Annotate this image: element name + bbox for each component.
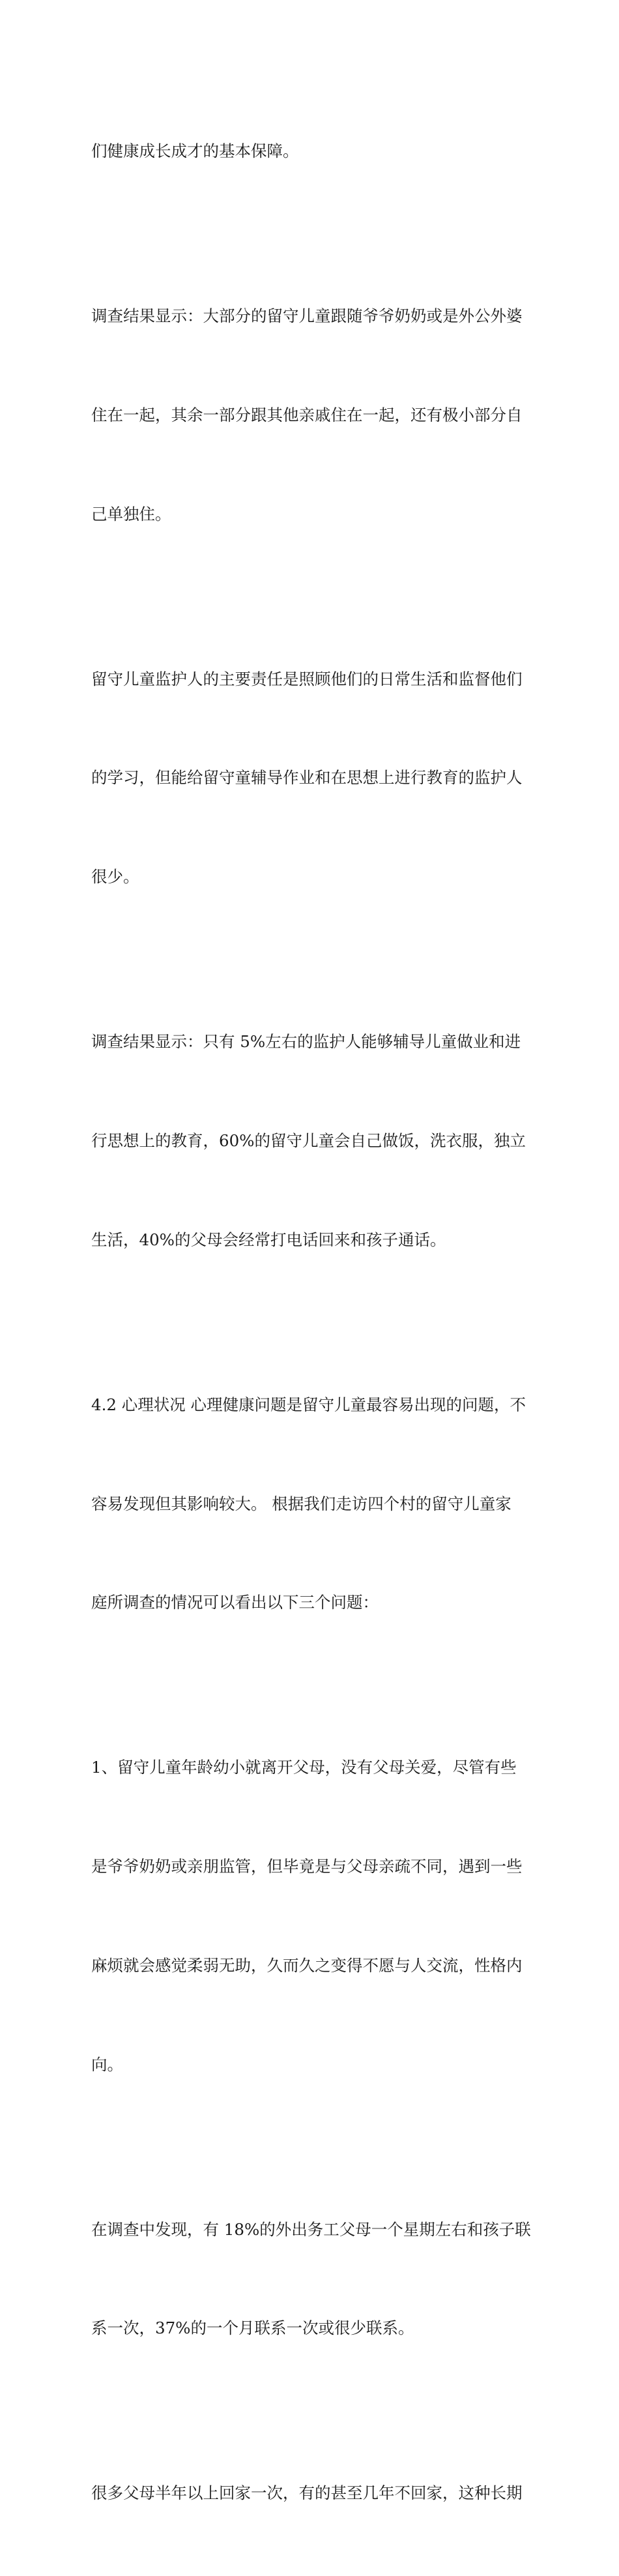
text-line: 向。: [91, 2054, 123, 2074]
text-line: 留守儿童监护人的主要责任是照顾他们的日常生活和监督他们: [91, 669, 523, 688]
text-line: 生活，40%的父母会经常打电话回来和孩子通话。: [91, 1230, 446, 1249]
document-body: [91, 69, 534, 2576]
paragraph-1: [91, 69, 534, 234]
text-line: 系一次，37%的一个月联系一次或很少联系。: [91, 2318, 414, 2338]
text-line: 庭所调查的情况可以看出以下三个问题：: [91, 1593, 379, 1612]
text-line: 4.2 心理状况 心理健康问题是留守儿童最容易出现的问题，不: [91, 1395, 526, 1414]
text-line: 很少。: [91, 867, 139, 887]
text-line: 很多父母半年以上回家一次，有的甚至几年不回家，这种长期: [91, 2483, 523, 2503]
text-line: 调查结果显示：只有 5%左右的监护人能够辅导儿童做业和进: [91, 1032, 521, 1052]
paragraph-4: [91, 960, 534, 1323]
paragraph-8: [91, 2411, 534, 2576]
text-line: 调查结果显示：大部分的留守儿童跟随爷爷奶奶或是外公外婆: [91, 306, 523, 326]
text-line: 己单独住。: [91, 504, 171, 524]
text-line: 1、留守儿童年龄幼小就离开父母，没有父母关爱，尽管有些: [91, 1758, 517, 1777]
paragraph-5: [91, 1323, 534, 1686]
text-line: 在调查中发现，有 18%的外出务工父母一个星期左右和孩子联: [91, 2219, 531, 2239]
text-line: 容易发现但其影响较大。 根据我们走访四个村的留守儿童家: [91, 1494, 511, 1513]
paragraph-6: [91, 1685, 534, 2147]
text-line: 行思想上的教育，60%的留守儿童会自己做饭，洗衣服，独立: [91, 1131, 526, 1150]
text-line: 是爷爷奶奶或亲朋监管，但毕竟是与父母亲疏不同，遇到一些: [91, 1857, 523, 1876]
text-line: 的学习，但能给留守童辅导作业和在思想上进行教育的监护人: [91, 768, 523, 788]
paragraph-7: [91, 2147, 534, 2411]
text-line: 们健康成长成才的基本保障。: [91, 141, 299, 161]
paragraph-3: [91, 597, 534, 960]
text-line: 住在一起，其余一部分跟其他亲戚住在一起，还有极小部分自: [91, 405, 523, 424]
paragraph-2: [91, 234, 534, 597]
text-line: 麻烦就会感觉柔弱无助，久而久之变得不愿与人交流，性格内: [91, 1955, 523, 1975]
